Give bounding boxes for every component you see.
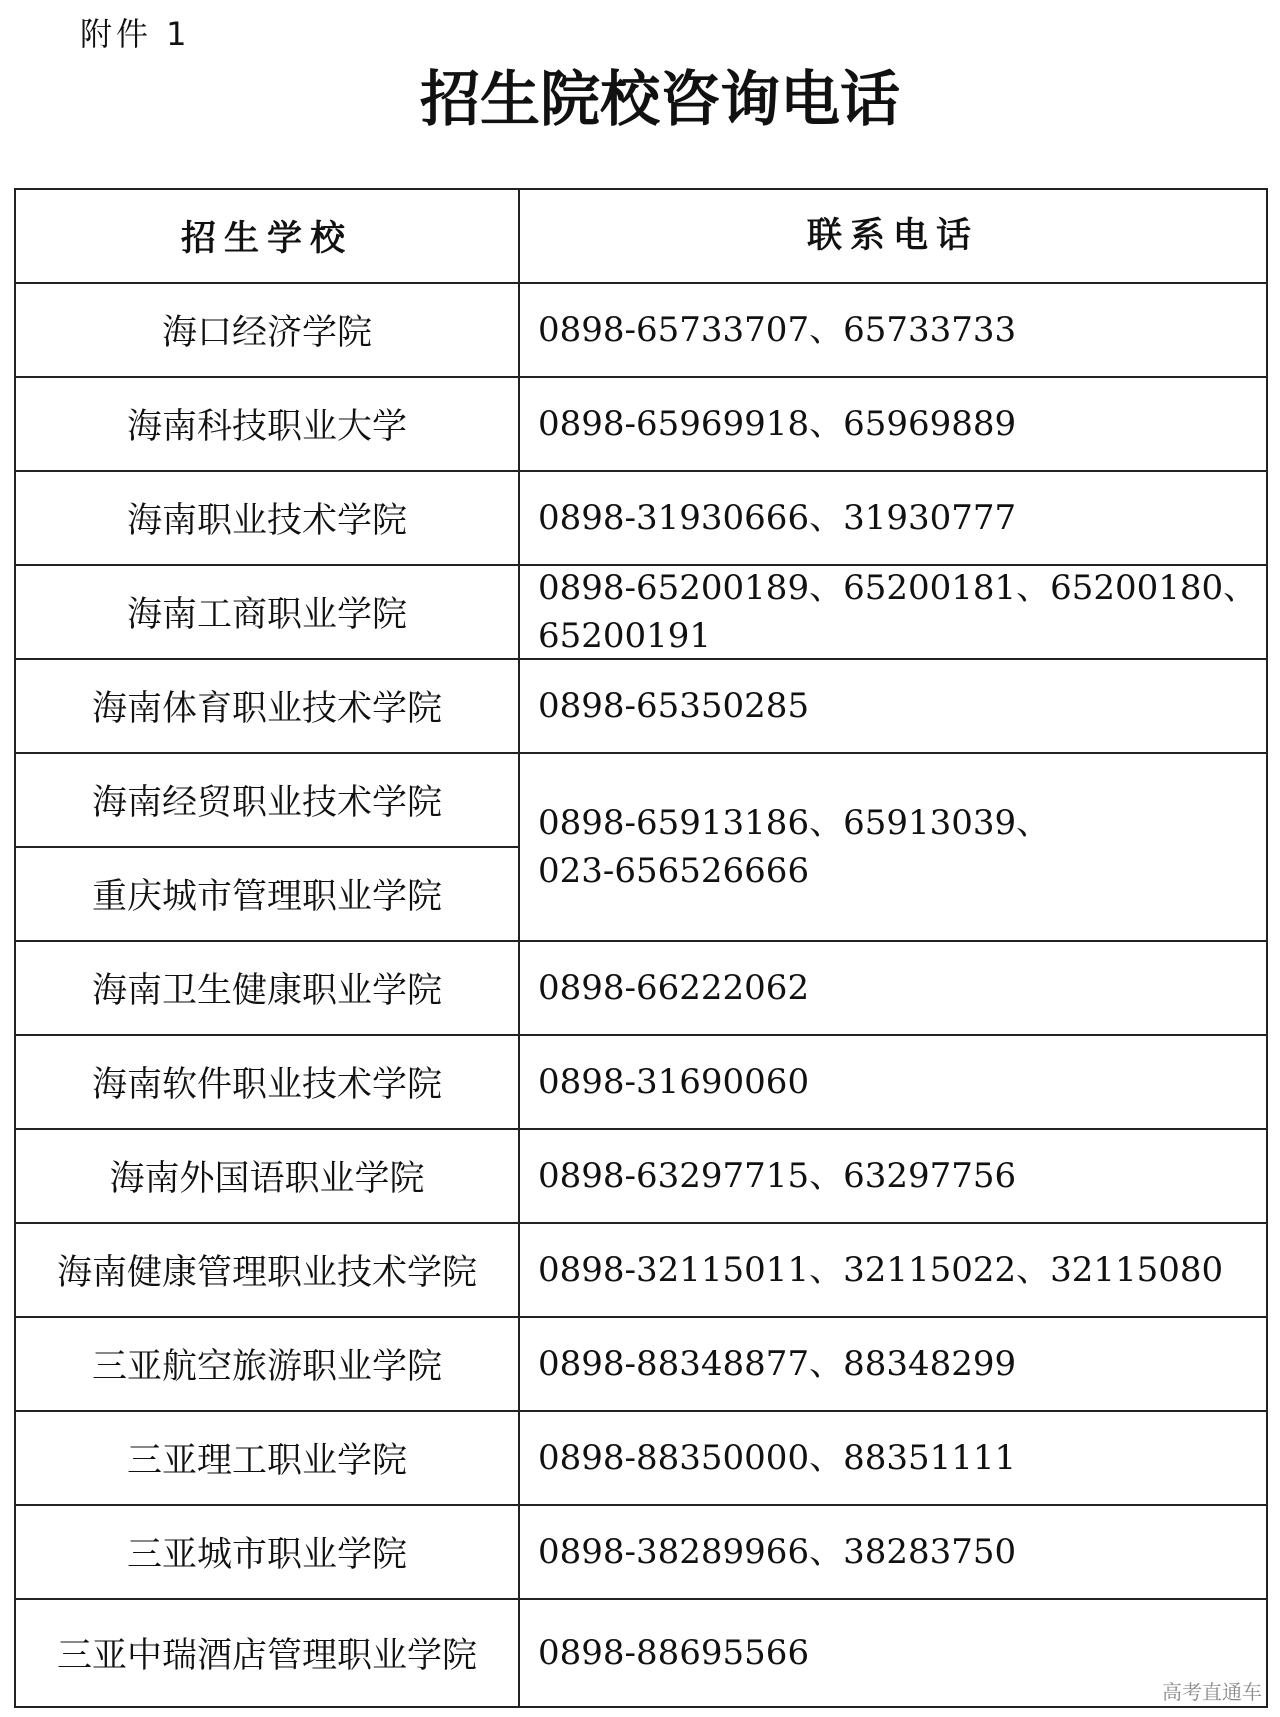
phone-number: 0898-65733707、65733733: [538, 310, 1017, 350]
table-row-school: 海口经济学院: [16, 284, 520, 378]
attachment-label: 附件 1: [80, 15, 191, 53]
phone-number: 023-656526666: [538, 851, 810, 891]
table-row-school: 三亚理工职业学院: [16, 1412, 520, 1506]
table-row-phone: [520, 566, 1268, 660]
table-row-school: 海南经贸职业技术学院: [16, 754, 520, 848]
table-row-school: 海南体育职业技术学院: [16, 660, 520, 754]
phone-number: 0898-63297715、63297756: [538, 1156, 1017, 1196]
phone-number: 0898-88348877、88348299: [538, 1344, 1017, 1384]
phone-number: 0898-32115011、32115022、32115080: [538, 1250, 1224, 1290]
watermark: 高考直通车: [1162, 1680, 1262, 1704]
table-row-phone: [520, 1318, 1268, 1412]
phone-number: 0898-65913186、65913039、: [538, 803, 1051, 843]
table-row-school: 海南卫生健康职业学院: [16, 942, 520, 1036]
phone-number: 65200191: [538, 616, 712, 656]
table-row-school: 海南健康管理职业技术学院: [16, 1224, 520, 1318]
table-row-school: 三亚航空旅游职业学院: [16, 1318, 520, 1412]
table-row-school: 重庆城市管理职业学院: [16, 848, 520, 942]
header-school: 招生学校: [16, 190, 520, 284]
table-row-school: 海南科技职业大学: [16, 378, 520, 472]
phone-number: 0898-88695566: [538, 1633, 810, 1673]
phone-number: 0898-88350000、88351111: [538, 1438, 1017, 1478]
table-row-school: 三亚城市职业学院: [16, 1506, 520, 1600]
header-phone: 联系电话: [520, 190, 1268, 284]
table-row-phone: [520, 472, 1268, 566]
phone-number: 0898-38289966、38283750: [538, 1532, 1017, 1572]
table-row-phone: [520, 754, 1268, 942]
table-row-school: 海南外国语职业学院: [16, 1130, 520, 1224]
document-title: 招生院校咨询电话: [420, 65, 900, 135]
table-row-phone: [520, 1224, 1268, 1318]
phone-number: 0898-31930666、31930777: [538, 498, 1017, 538]
phone-number: 0898-66222062: [538, 968, 810, 1008]
table-row-phone: [520, 378, 1268, 472]
table-row-phone: [520, 1600, 1268, 1708]
table-row-phone: [520, 1130, 1268, 1224]
contact-table: [14, 188, 1268, 1708]
phone-number: 0898-65200189、65200181、65200180、: [538, 568, 1258, 608]
table-row-school: 三亚中瑞酒店管理职业学院: [16, 1600, 520, 1708]
table-row-phone: [520, 284, 1268, 378]
table-row-phone: [520, 1036, 1268, 1130]
table-row-school: 海南职业技术学院: [16, 472, 520, 566]
table-row-phone: [520, 942, 1268, 1036]
table-row-phone: [520, 660, 1268, 754]
table-row-school: 海南工商职业学院: [16, 566, 520, 660]
table-row-school: 海南软件职业技术学院: [16, 1036, 520, 1130]
phone-number: 0898-31690060: [538, 1062, 810, 1102]
phone-number: 0898-65969918、65969889: [538, 404, 1017, 444]
table-row-phone: [520, 1412, 1268, 1506]
phone-number: 0898-65350285: [538, 686, 810, 726]
table-row-phone: [520, 1506, 1268, 1600]
